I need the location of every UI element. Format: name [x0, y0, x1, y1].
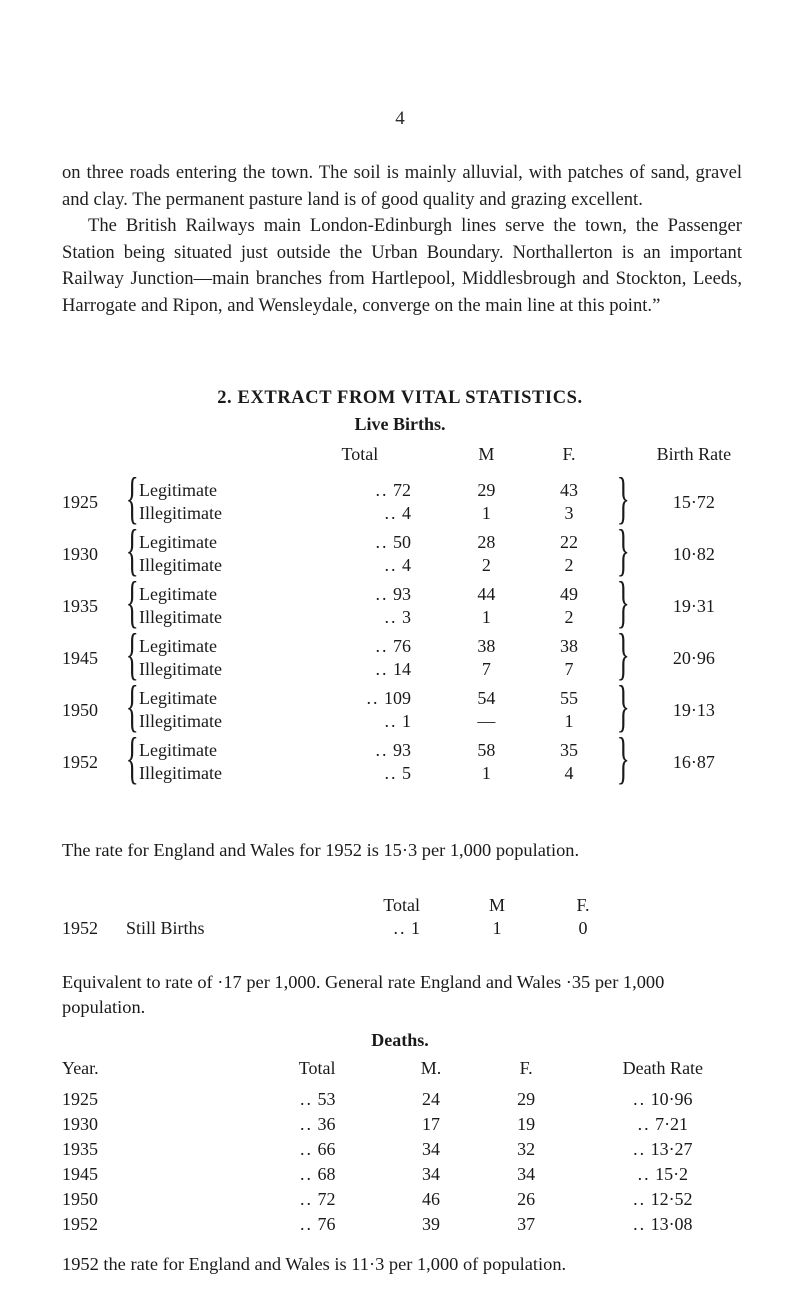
row-male: 1: [492, 918, 502, 938]
table-row: [62, 1162, 752, 1187]
row-label: Legitimate: [139, 740, 217, 760]
row-male: 39: [422, 1214, 441, 1234]
row-birth-rate: 16·87: [672, 751, 715, 772]
row-year: 1935: [62, 595, 98, 616]
row-total: [169, 1187, 383, 1212]
group-brace-left: {: [125, 623, 139, 686]
equivalent-rate-note: Equivalent to rate of ·17 per 1,000. General rate England and Wales ·35 per 1,000 population.: [62, 972, 665, 1017]
leader-dots: ..: [384, 711, 398, 731]
header-label-blank: [139, 444, 305, 473]
table-row: [62, 525, 752, 554]
row-female: 4: [564, 763, 574, 783]
row-death-rate-value: 7·21: [655, 1114, 689, 1134]
row-female: 3: [564, 503, 574, 523]
intro-text-block: [62, 160, 742, 320]
row-label: Legitimate: [139, 584, 217, 604]
row-total-value: 93: [393, 584, 411, 604]
row-male: 58: [477, 740, 496, 760]
row-female: 19: [517, 1114, 536, 1134]
leader-dots: ..: [384, 763, 398, 783]
row-male: 24: [422, 1089, 441, 1109]
intro-paragraph-2: The British Railways main London-Edinburgh lines serve the town, the Passenger Station being situated just outside the Urban Boundary. Northallerton is an important Railway Junction—main branches from Hartlepool, Middlesbrough and Stockton, Leeds, Harrogate and Ripon, and Wensleydale, converge on the main line at this point.”: [62, 215, 742, 316]
row-total: [305, 577, 445, 606]
row-label: Illegitimate: [139, 503, 222, 523]
row-label: Legitimate: [139, 688, 217, 708]
leader-dots: ..: [393, 918, 407, 938]
row-death-rate-value: 12·52: [650, 1189, 693, 1209]
row-female: 1: [564, 711, 574, 731]
header-label-blank: [126, 894, 310, 917]
leader-dots: ..: [366, 688, 380, 708]
row-total: [169, 1212, 383, 1237]
header-total: Total: [341, 444, 379, 464]
row-death-rate: [574, 1187, 752, 1212]
leader-dots: ..: [633, 1089, 647, 1109]
row-female: 35: [560, 740, 578, 760]
deaths-title: Deaths.: [371, 1030, 429, 1050]
group-brace-left: {: [125, 675, 139, 738]
row-label: Legitimate: [139, 532, 217, 552]
row-total: [305, 658, 445, 681]
table-row: [62, 917, 626, 940]
row-female: 43: [560, 480, 578, 500]
group-brace-left: {: [125, 571, 139, 634]
leader-dots: ..: [375, 532, 389, 552]
row-total: [169, 1112, 383, 1137]
row-total-value: 93: [393, 740, 411, 760]
table-header-row: [62, 444, 752, 473]
row-death-rate-value: 10·96: [650, 1089, 693, 1109]
table-row: [62, 473, 752, 502]
row-total-value: 72: [393, 480, 411, 500]
leader-dots: ..: [300, 1214, 314, 1234]
leader-dots: ..: [633, 1214, 647, 1234]
row-male: 29: [477, 480, 496, 500]
row-male: 28: [477, 532, 496, 552]
leader-dots: ..: [637, 1164, 651, 1184]
row-male: 54: [477, 688, 496, 708]
header-death-rate: Death Rate: [622, 1058, 704, 1078]
row-death-rate: [574, 1212, 752, 1237]
row-year: 1950: [62, 699, 98, 720]
row-year: 1925: [62, 1089, 98, 1109]
row-female: 2: [564, 607, 574, 627]
row-year: 1952: [62, 751, 98, 772]
row-male: —: [477, 711, 496, 731]
header-total: Total: [298, 1058, 336, 1078]
leader-dots: ..: [384, 555, 398, 575]
row-total: [305, 681, 445, 710]
row-label: Illegitimate: [139, 711, 222, 731]
row-total: [169, 1162, 383, 1187]
row-total: [305, 502, 445, 525]
header-year-blank: [62, 894, 126, 917]
row-birth-rate: 10·82: [672, 543, 715, 564]
row-female: 22: [560, 532, 578, 552]
deaths-table: [62, 1058, 752, 1237]
row-label: Illegitimate: [139, 763, 222, 783]
row-total: [305, 606, 445, 629]
row-total: [305, 710, 445, 733]
intro-paragraph-1: on three roads entering the town. The soil is mainly alluvial, with patches of sand, gravel and clay. The permanent pasture land is of good quality and grazing excellent.: [62, 162, 742, 210]
row-male: 34: [422, 1164, 441, 1184]
row-total-value: 1: [402, 711, 411, 731]
table-header-row: [62, 894, 626, 917]
leader-dots: ..: [300, 1089, 314, 1109]
row-year: 1925: [62, 491, 98, 512]
leader-dots: ..: [375, 659, 389, 679]
row-total-value: 109: [384, 688, 411, 708]
leader-dots: ..: [300, 1189, 314, 1209]
group-brace-right: }: [616, 623, 630, 686]
row-female: 34: [517, 1164, 536, 1184]
row-male: 7: [481, 659, 491, 679]
row-total: [310, 917, 454, 940]
section-title: 2. EXTRACT FROM VITAL STATISTICS.: [217, 388, 583, 408]
row-male: 17: [422, 1114, 441, 1134]
row-total: [305, 629, 445, 658]
row-total: [169, 1137, 383, 1162]
row-death-rate: [574, 1087, 752, 1112]
row-death-rate-value: 13·08: [650, 1214, 693, 1234]
table-header-row: [62, 1058, 752, 1087]
row-total: [305, 473, 445, 502]
row-label: Still Births: [126, 918, 205, 938]
table-row: [62, 577, 752, 606]
row-death-rate: [574, 1137, 752, 1162]
leader-dots: ..: [375, 584, 389, 604]
group-brace-right: }: [616, 467, 630, 530]
row-male: 1: [481, 763, 491, 783]
group-brace-right: }: [616, 571, 630, 634]
still-births-table: [62, 894, 752, 940]
header-birth-rate: Birth Rate: [656, 444, 732, 464]
table-row: [62, 733, 752, 762]
row-total: [305, 554, 445, 577]
leader-dots: ..: [633, 1189, 647, 1209]
leader-dots: ..: [375, 740, 389, 760]
live-births-note: The rate for England and Wales for 1952 is 15·3 per 1,000 population.: [62, 840, 580, 860]
row-female: 32: [517, 1139, 536, 1159]
row-male: 1: [481, 607, 491, 627]
live-births-title: Live Births.: [354, 414, 446, 434]
header-year-blank: [62, 444, 125, 473]
leader-dots: ..: [633, 1139, 647, 1159]
table-row: [62, 1137, 752, 1162]
table-row: [62, 1087, 752, 1112]
row-death-rate: [574, 1112, 752, 1137]
group-brace-left: {: [125, 519, 139, 582]
header-female: F.: [519, 1058, 533, 1078]
table-row: [62, 629, 752, 658]
row-label: Legitimate: [139, 636, 217, 656]
row-female: 29: [517, 1089, 536, 1109]
page-number: 4: [395, 108, 405, 129]
row-female: 7: [564, 659, 574, 679]
row-death-rate-value: 15·2: [655, 1164, 689, 1184]
row-female: 38: [560, 636, 578, 656]
table-row: [62, 1187, 752, 1212]
group-brace-left: {: [125, 467, 139, 530]
header-male: M: [478, 444, 495, 464]
row-female: 26: [517, 1189, 536, 1209]
header-male: M: [488, 895, 505, 915]
row-total: [305, 733, 445, 762]
group-brace-left: {: [125, 727, 139, 790]
row-total-value: 36: [317, 1114, 336, 1134]
row-male: 34: [422, 1139, 441, 1159]
row-female: 49: [560, 584, 578, 604]
row-male: 38: [477, 636, 496, 656]
row-male: 46: [422, 1189, 441, 1209]
leader-dots: ..: [300, 1139, 314, 1159]
row-label: Illegitimate: [139, 607, 222, 627]
row-female: 37: [517, 1214, 536, 1234]
row-death-rate: [574, 1162, 752, 1187]
group-brace-right: }: [616, 519, 630, 582]
table-row: [62, 681, 752, 710]
row-year: 1950: [62, 1189, 98, 1209]
leader-dots: ..: [384, 503, 398, 523]
row-death-rate-value: 13·27: [650, 1139, 693, 1159]
row-female: 55: [560, 688, 578, 708]
live-births-table: [62, 444, 752, 790]
row-total-value: 3: [402, 607, 411, 627]
leader-dots: ..: [300, 1114, 314, 1134]
table-row: [62, 1212, 752, 1237]
row-total-value: 14: [393, 659, 411, 679]
table-row: [62, 1112, 752, 1137]
row-year: 1952: [62, 1214, 98, 1234]
row-total: [305, 525, 445, 554]
leader-dots: ..: [637, 1114, 651, 1134]
row-total: [305, 762, 445, 785]
row-total-value: 1: [411, 918, 420, 938]
row-total-value: 50: [393, 532, 411, 552]
group-brace-right: }: [616, 675, 630, 738]
leader-dots: ..: [300, 1164, 314, 1184]
row-male: 2: [481, 555, 491, 575]
row-total: [169, 1087, 383, 1112]
row-total-value: 4: [402, 555, 411, 575]
row-year: 1945: [62, 1164, 98, 1184]
header-total: Total: [383, 895, 420, 915]
row-year: 1930: [62, 1114, 98, 1134]
row-total-value: 68: [317, 1164, 336, 1184]
deaths-footer-note: 1952 the rate for England and Wales is 11·3 per 1,000 of population.: [62, 1254, 567, 1274]
header-female: F.: [576, 895, 590, 915]
row-year: 1930: [62, 543, 98, 564]
row-label: Legitimate: [139, 480, 217, 500]
row-year: 1952: [62, 918, 98, 938]
leader-dots: ..: [375, 480, 389, 500]
row-birth-rate: 20·96: [672, 647, 715, 668]
header-male: M.: [420, 1058, 442, 1078]
row-birth-rate: 19·13: [672, 699, 715, 720]
row-label: Illegitimate: [139, 555, 222, 575]
row-female: 2: [564, 555, 574, 575]
group-brace-right: }: [616, 727, 630, 790]
row-total-value: 66: [317, 1139, 336, 1159]
row-birth-rate: 15·72: [672, 491, 715, 512]
row-year: 1935: [62, 1139, 98, 1159]
row-year: 1945: [62, 647, 98, 668]
row-total-value: 4: [402, 503, 411, 523]
row-female: 0: [578, 918, 588, 938]
row-total-value: 76: [317, 1214, 336, 1234]
row-male: 44: [477, 584, 496, 604]
leader-dots: ..: [375, 636, 389, 656]
row-total-value: 5: [402, 763, 411, 783]
leader-dots: ..: [384, 607, 398, 627]
row-total-value: 76: [393, 636, 411, 656]
row-male: 1: [481, 503, 491, 523]
header-year: Year.: [62, 1058, 99, 1078]
row-birth-rate: 19·31: [672, 595, 715, 616]
row-label: Illegitimate: [139, 659, 222, 679]
row-total-value: 53: [317, 1089, 336, 1109]
row-total-value: 72: [317, 1189, 336, 1209]
header-female: F.: [562, 444, 576, 464]
